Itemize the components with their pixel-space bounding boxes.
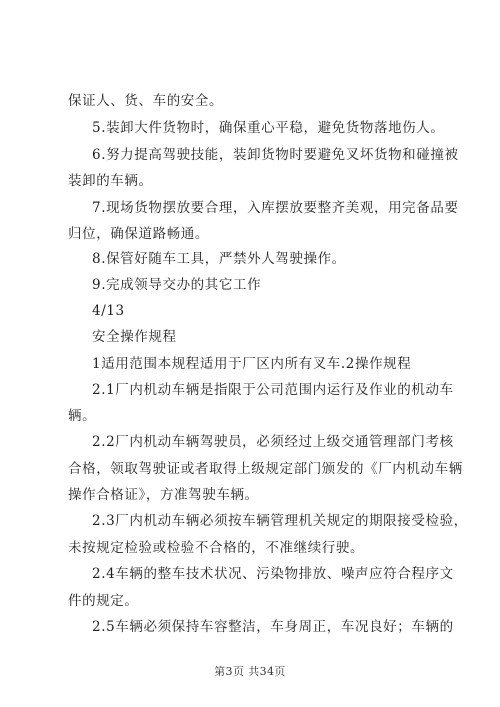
page-marker: 4/13 [92,303,125,319]
clause-2-2-continued-2: 操作合格证》，方准驾驶车辆。 [68,487,259,503]
clause-1: 1适用范围本规程适用于厂区内所有叉车.2操作规程 [92,356,412,372]
clause-2-1: 2.1厂内机动车辆是指限于公司范围内运行及作业的机动车 [92,382,454,398]
clause-2-1-continued: 辆。 [68,408,97,424]
list-item-7: 7.现场货物摆放要合理，入库摆放要整齐美观，用完备品要 [92,200,459,216]
clause-2-4-continued: 件的规定。 [68,593,139,609]
list-item-6: 6.努力提高驾驶技能，装卸货物时要避免叉坏货物和碰撞被 [92,147,459,163]
clause-2-2: 2.2厂内机动车辆驾驶员，必须经过上级交通管理部门考核 [92,434,454,450]
list-item-5: 5.装卸大件货物时，确保重心平稳，避免货物落地伤人。 [92,120,445,136]
body-text-line: 保证人、货、车的安全。 [68,93,224,109]
clause-2-2-continued: 合格，领取驾驶证或者取得上级规定部门颁发的《厂内机动车辆 [68,461,463,477]
clause-2-5: 2.5车辆必须保持车容整洁，车身周正，车况良好；车辆的 [92,619,454,635]
clause-2-3-continued: 未按规定检验或检验不合格的，不准继续行驶。 [68,540,365,556]
clause-2-3: 2.3厂内机动车辆必须按车辆管理机关规定的期限接受检验， [92,513,468,529]
list-item-7-continued: 归位，确保道路畅通。 [68,226,209,242]
list-item-8: 8.保管好随车工具，严禁外人驾驶操作。 [92,251,346,267]
clause-2-4: 2.4车辆的整车技术状况、污染物排放、噪声应符合程序文 [92,566,454,582]
list-item-9: 9.完成领导交办的其它工作 [92,277,262,293]
section-title: 安全操作规程 [92,329,177,345]
list-item-6-continued: 装卸的车辆。 [68,173,153,189]
page-footer: 第3页 共34页 [214,665,286,678]
